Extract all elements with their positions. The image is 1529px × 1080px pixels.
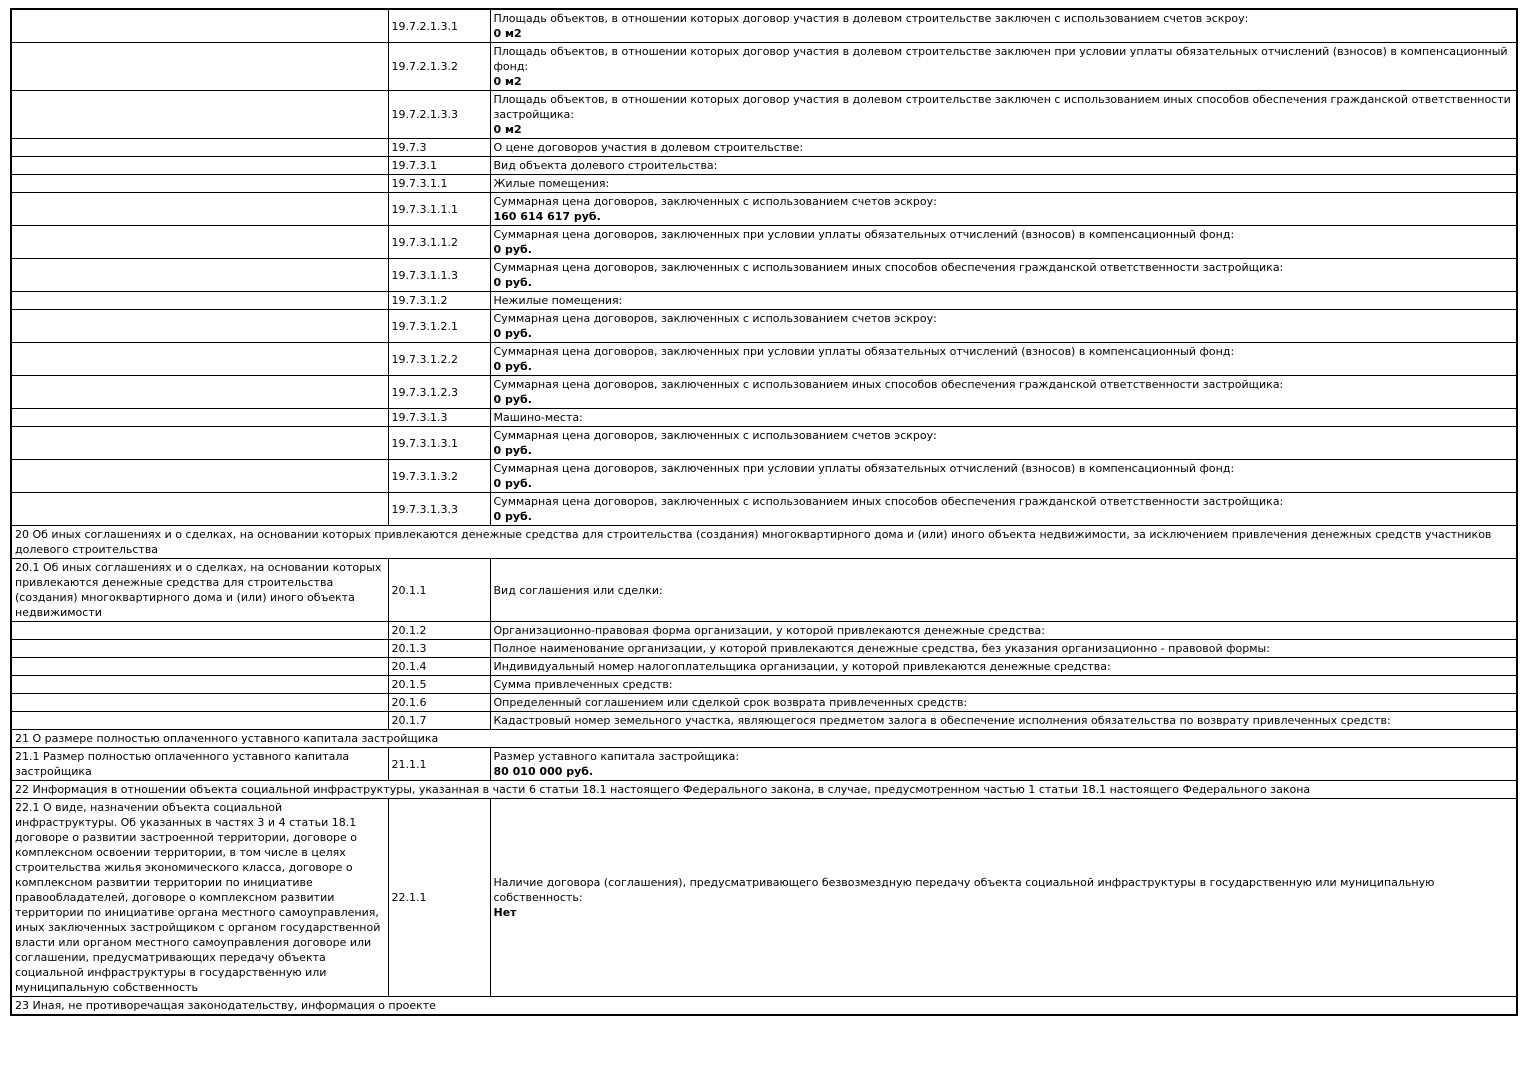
row-left-description	[11, 460, 388, 493]
table-row	[11, 259, 1517, 292]
row-label: Суммарная цена договоров, заключенных с использованием иных способов обеспечения гражданской ответственности застройщика:	[493, 495, 1284, 508]
table-row	[11, 622, 1517, 640]
row-code: 21.1.1	[388, 748, 490, 781]
table-row	[11, 193, 1517, 226]
table-row	[11, 460, 1517, 493]
row-description	[490, 139, 1517, 157]
row-left-description	[11, 694, 388, 712]
row-left-description	[11, 658, 388, 676]
table-row	[11, 376, 1517, 409]
row-code: 19.7.3.1.1.1	[388, 193, 490, 226]
row-description	[490, 226, 1517, 259]
row-left-description	[11, 226, 388, 259]
row-code: 19.7.3.1	[388, 157, 490, 175]
row-left-description	[11, 310, 388, 343]
row-code: 19.7.3.1.1.3	[388, 259, 490, 292]
row-code: 22.1.1	[388, 799, 490, 997]
row-label: Суммарная цена договоров, заключенных с использованием счетов эскроу:	[493, 429, 937, 442]
row-code: 19.7.3.1.1.2	[388, 226, 490, 259]
row-value: Нет	[493, 906, 517, 919]
row-label: Полное наименование организации, у которой привлекаются денежные средства, без указания организационно - правовой формы:	[493, 642, 1270, 655]
table-row	[11, 712, 1517, 730]
row-description	[490, 409, 1517, 427]
row-description	[490, 292, 1517, 310]
row-value: 0 м2	[493, 123, 522, 136]
table-row	[11, 139, 1517, 157]
row-description	[490, 712, 1517, 730]
table-row	[11, 43, 1517, 91]
row-code: 19.7.3.1.2.1	[388, 310, 490, 343]
table-row	[11, 292, 1517, 310]
table-row	[11, 409, 1517, 427]
row-left-description	[11, 43, 388, 91]
row-value: 0 м2	[493, 27, 522, 40]
row-description	[490, 460, 1517, 493]
section-header: 21 О размере полностью оплаченного уставного капитала застройщика	[11, 730, 1517, 748]
row-code: 20.1.2	[388, 622, 490, 640]
row-code: 19.7.3.1.1	[388, 175, 490, 193]
row-description	[490, 343, 1517, 376]
row-left-description	[11, 640, 388, 658]
table-row	[11, 640, 1517, 658]
row-value: 160 614 617 руб.	[493, 210, 601, 223]
row-description	[490, 559, 1517, 622]
row-code: 20.1.3	[388, 640, 490, 658]
row-value: 0 руб.	[493, 276, 532, 289]
row-value: 0 руб.	[493, 243, 532, 256]
row-description	[490, 748, 1517, 781]
row-left-description	[11, 157, 388, 175]
row-label: Суммарная цена договоров, заключенных при условии уплаты обязательных отчислений (взносов) в компенсационный фонд:	[493, 345, 1235, 358]
row-left-description	[11, 9, 388, 43]
row-code: 20.1.6	[388, 694, 490, 712]
row-left-description	[11, 259, 388, 292]
row-label: Суммарная цена договоров, заключенных с использованием счетов эскроу:	[493, 195, 937, 208]
table-row	[11, 343, 1517, 376]
row-description	[490, 157, 1517, 175]
row-description	[490, 493, 1517, 526]
row-description	[490, 640, 1517, 658]
row-description	[490, 694, 1517, 712]
project-declaration-table	[10, 8, 1518, 1016]
row-label: Индивидуальный номер налогоплательщика организации, у которой привлекаются денежные средства:	[493, 660, 1111, 673]
table-row	[11, 694, 1517, 712]
row-label: Организационно-правовая форма организации, у которой привлекаются денежные средства:	[493, 624, 1045, 637]
table-row	[11, 310, 1517, 343]
row-code: 19.7.3.1.2.3	[388, 376, 490, 409]
row-description	[490, 91, 1517, 139]
table-row	[11, 226, 1517, 259]
table-row	[11, 91, 1517, 139]
row-description	[490, 9, 1517, 43]
row-left-description	[11, 409, 388, 427]
row-left-description	[11, 493, 388, 526]
row-left-description	[11, 91, 388, 139]
row-code: 20.1.5	[388, 676, 490, 694]
row-left-description	[11, 193, 388, 226]
table-row	[11, 748, 1517, 781]
row-value: 0 руб.	[493, 510, 532, 523]
row-code: 19.7.3.1.3	[388, 409, 490, 427]
row-code: 19.7.3	[388, 139, 490, 157]
row-code: 19.7.2.1.3.1	[388, 9, 490, 43]
table-row	[11, 658, 1517, 676]
row-label: Вид объекта долевого строительства:	[493, 159, 718, 172]
row-label: Жилые помещения:	[493, 177, 610, 190]
row-label: Кадастровый номер земельного участка, являющегося предметом залога в обеспечение исполнения обязательства по возврату привлеченных средств:	[493, 714, 1391, 727]
row-code: 19.7.3.1.3.2	[388, 460, 490, 493]
row-left-description: 21.1 Размер полностью оплаченного уставного капитала застройщика	[11, 748, 388, 781]
row-description	[490, 658, 1517, 676]
row-value: 0 руб.	[493, 360, 532, 373]
row-left-description	[11, 712, 388, 730]
row-description	[490, 376, 1517, 409]
table-row	[11, 9, 1517, 43]
row-code: 20.1.1	[388, 559, 490, 622]
section-row	[11, 997, 1517, 1016]
table-row	[11, 157, 1517, 175]
row-label: Площадь объектов, в отношении которых договор участия в долевом строительстве заключен с использованием иных способов обеспечения гражданской ответственности застройщика:	[493, 93, 1511, 121]
row-code: 19.7.2.1.3.3	[388, 91, 490, 139]
row-code: 19.7.3.1.2.2	[388, 343, 490, 376]
row-label: Машино-места:	[493, 411, 583, 424]
table-row	[11, 559, 1517, 622]
row-label: Суммарная цена договоров, заключенных при условии уплаты обязательных отчислений (взносов) в компенсационный фонд:	[493, 462, 1235, 475]
row-label: Вид соглашения или сделки:	[493, 583, 663, 597]
row-label: Суммарная цена договоров, заключенных с использованием счетов эскроу:	[493, 312, 937, 325]
section-header: 23 Иная, не противоречащая законодательству, информация о проекте	[11, 997, 1517, 1016]
row-code: 20.1.7	[388, 712, 490, 730]
section-header: 20 Об иных соглашениях и о сделках, на основании которых привлекаются денежные средства для строительства (создания) многоквартирного дома и (или) иного объекта недвижимости, за исключением привлечения денежных средств участников долевого строительства	[11, 526, 1517, 559]
row-code: 19.7.3.1.3.1	[388, 427, 490, 460]
row-value: 0 руб.	[493, 444, 532, 457]
row-code: 19.7.2.1.3.2	[388, 43, 490, 91]
row-label: Суммарная цена договоров, заключенных при условии уплаты обязательных отчислений (взносов) в компенсационный фонд:	[493, 228, 1235, 241]
row-description	[490, 622, 1517, 640]
table-row	[11, 799, 1517, 997]
row-label: Суммарная цена договоров, заключенных с использованием иных способов обеспечения гражданской ответственности застройщика:	[493, 378, 1284, 391]
section-header: 22 Информация в отношении объекта социальной инфраструктуры, указанная в части 6 статьи 18.1 настоящего Федерального закона, в случае, предусмотренном частью 1 статьи 18.1 настоящего Федерального закона	[11, 781, 1517, 799]
section-row	[11, 730, 1517, 748]
row-label: Сумма привлеченных средств:	[493, 678, 673, 691]
table-row	[11, 175, 1517, 193]
section-row	[11, 526, 1517, 559]
row-label: Площадь объектов, в отношении которых договор участия в долевом строительстве заключен с использованием счетов эскроу:	[493, 12, 1249, 25]
row-value: 0 руб.	[493, 477, 532, 490]
table-row	[11, 676, 1517, 694]
row-left-description: 20.1 Об иных соглашениях и о сделках, на основании которых привлекаются денежные средства для строительства (создания) многоквартирного дома и (или) иного объекта недвижимости	[11, 559, 388, 622]
row-code: 19.7.3.1.2	[388, 292, 490, 310]
row-label: Размер уставного капитала застройщика:	[493, 750, 740, 763]
row-label: Определенный соглашением или сделкой срок возврата привлеченных средств:	[493, 696, 968, 709]
row-left-description	[11, 343, 388, 376]
row-left-description	[11, 139, 388, 157]
row-label: Наличие договора (соглашения), предусматривающего безвозмездную передачу объекта социальной инфраструктуры в государственную или муниципальную собственность:	[493, 876, 1435, 904]
row-code: 19.7.3.1.3.3	[388, 493, 490, 526]
row-left-description	[11, 622, 388, 640]
row-left-description	[11, 427, 388, 460]
row-label: Суммарная цена договоров, заключенных с использованием иных способов обеспечения гражданской ответственности застройщика:	[493, 261, 1284, 274]
row-description	[490, 175, 1517, 193]
row-label: Площадь объектов, в отношении которых договор участия в долевом строительстве заключен при условии уплаты обязательных отчислений (взносов) в компенсационный фонд:	[493, 45, 1508, 73]
row-description	[490, 799, 1517, 997]
row-label: Нежилые помещения:	[493, 294, 623, 307]
row-left-description	[11, 676, 388, 694]
row-value: 0 руб.	[493, 327, 532, 340]
row-label: О цене договоров участия в долевом строительстве:	[493, 141, 804, 154]
row-value: 80 010 000 руб.	[493, 765, 594, 778]
row-left-description	[11, 376, 388, 409]
row-left-description: 22.1 О виде, назначении объекта социальной инфраструктуры. Об указанных в частях 3 и 4 статьи 18.1 договоре о развитии застроенной территории, договоре о комплексном освоении территории, в том числе в целях строительства жилья экономического класса, договоре о комплексном развитии территории по инициативе правообладателей, договоре о комплексном развитии территории по инициативе органа местного самоуправления, иных заключенных застройщиком с органом государственной власти или органом местного самоуправления договоре или соглашении, предусматривающих передачу объекта социальной инфраструктуры в государственную или муниципальную собственность	[11, 799, 388, 997]
table-row	[11, 493, 1517, 526]
row-description	[490, 259, 1517, 292]
section-row	[11, 781, 1517, 799]
row-description	[490, 427, 1517, 460]
row-left-description	[11, 175, 388, 193]
row-value: 0 руб.	[493, 393, 532, 406]
row-description	[490, 310, 1517, 343]
row-left-description	[11, 292, 388, 310]
row-description	[490, 43, 1517, 91]
table-body	[11, 9, 1517, 1015]
row-description	[490, 193, 1517, 226]
row-code: 20.1.4	[388, 658, 490, 676]
table-row	[11, 427, 1517, 460]
row-description	[490, 676, 1517, 694]
row-value: 0 м2	[493, 75, 522, 88]
